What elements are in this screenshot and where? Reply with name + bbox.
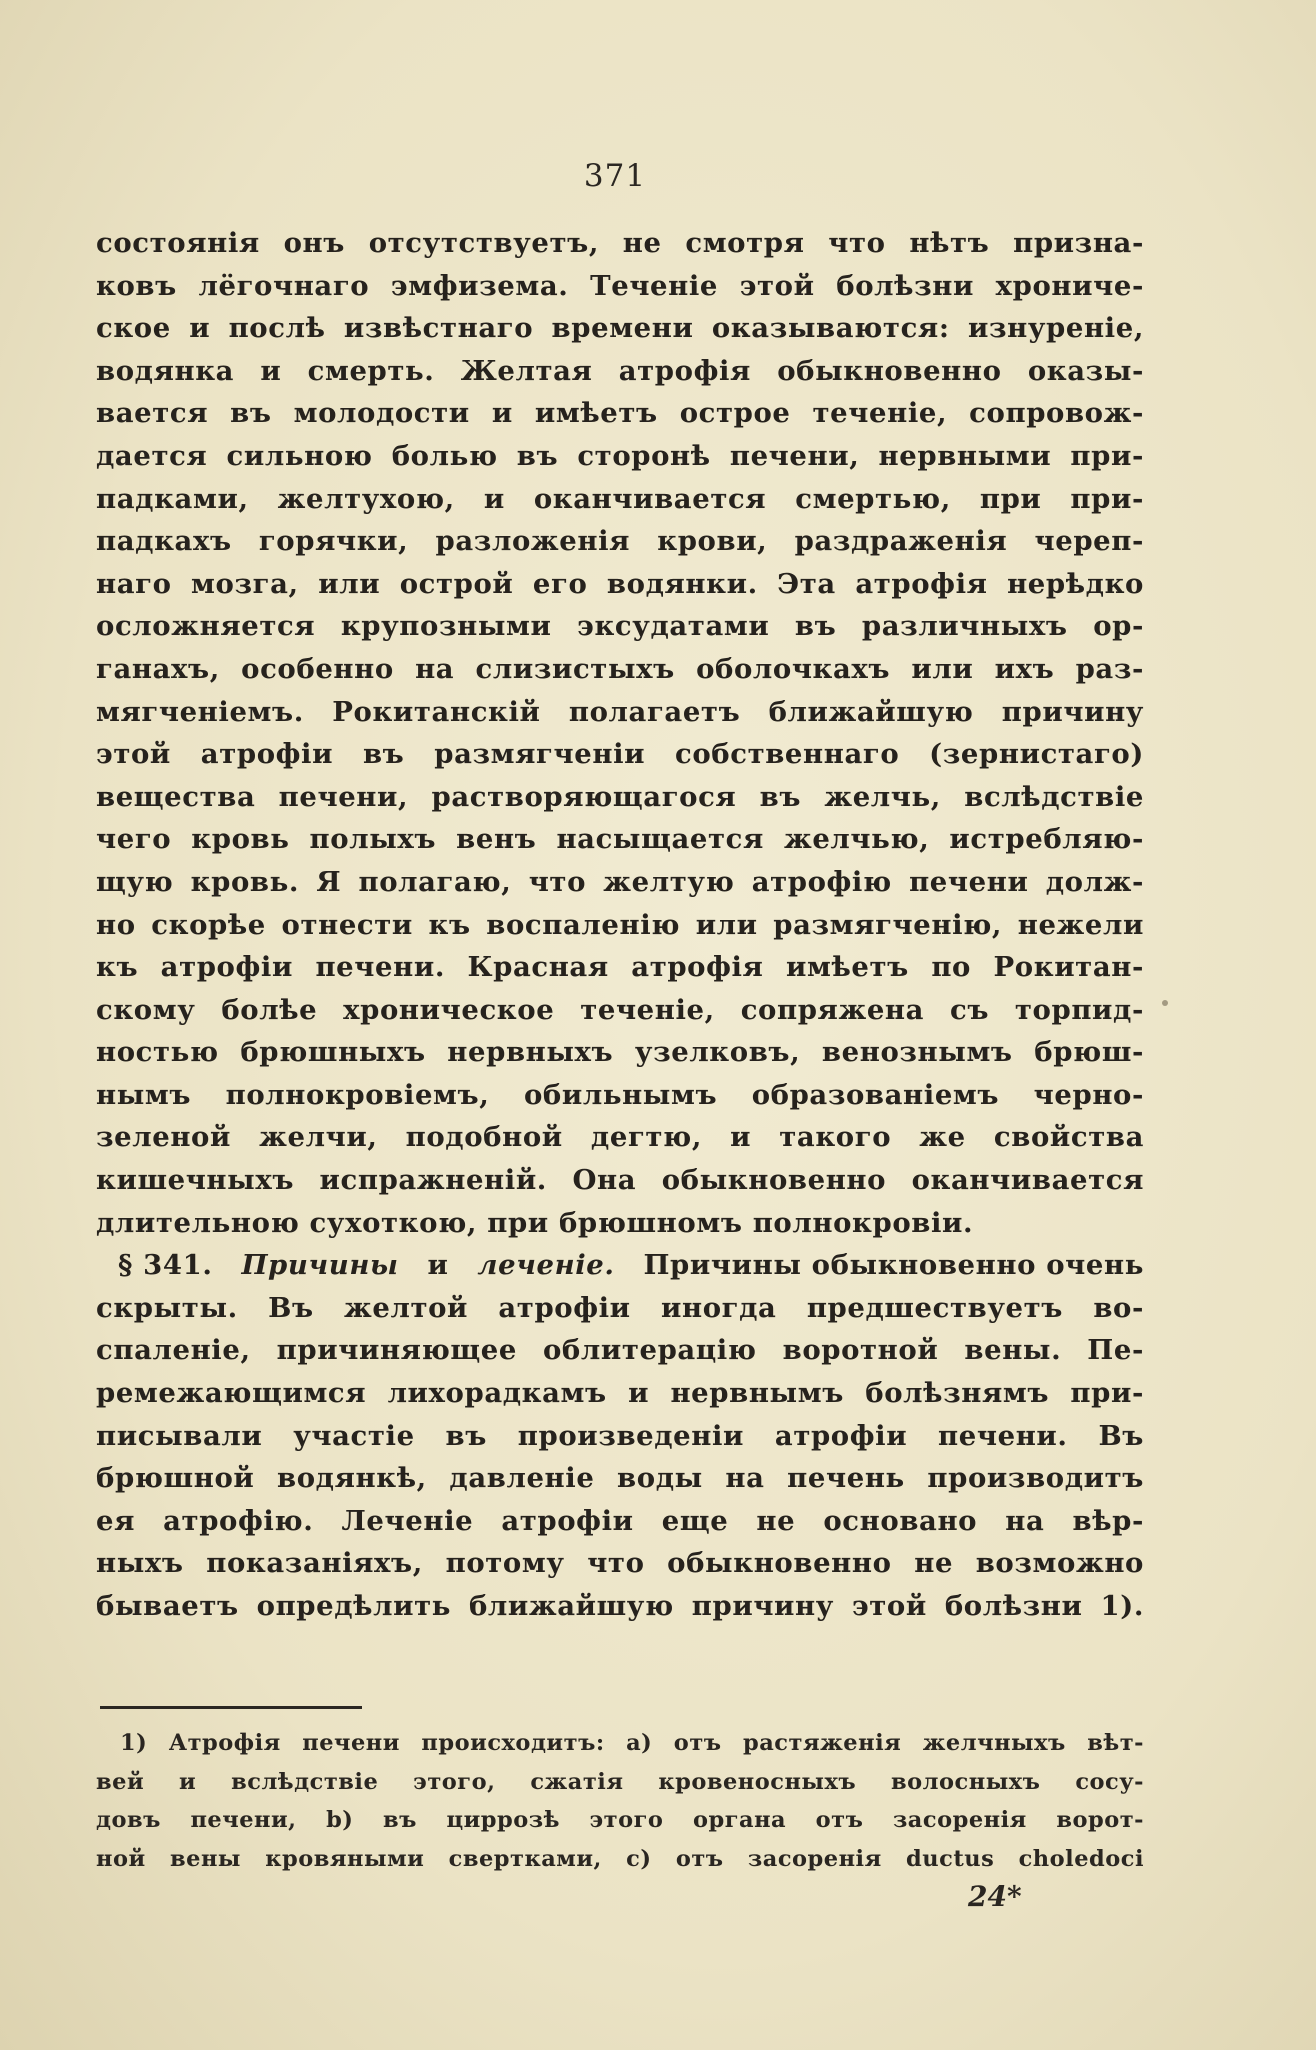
section-heading-conj: и [427, 1249, 449, 1282]
text-line: зеленой желчи, подобной дегтю, и такого же свойства [96, 1121, 1144, 1154]
footnote-divider [100, 1706, 362, 1709]
section-heading-treatment: леченіе. [477, 1249, 615, 1282]
text-line: осложняется крупозными эксудатами въ различныхъ ор- [96, 610, 1144, 643]
text-line: падкахъ горячки, разложенія крови, раздраженія череп- [96, 525, 1144, 558]
text-line: скому болѣе хроническое теченіе, сопряжена съ торпид- [96, 993, 1144, 1026]
text-line: падками, желтухою, и оканчивается смертью, при при- [96, 482, 1144, 515]
text-line: ганахъ, особенно на слизистыхъ оболочкахъ или ихъ раз- [96, 652, 1144, 685]
text-line: мягченіемъ. Рокитанскій полагаетъ ближайшую причину [96, 695, 1144, 728]
footnote-line: довъ печени, b) въ циррозѣ этого органа отъ засоренія ворот- [96, 1807, 1144, 1833]
text-line: длительною сухоткою, при брюшномъ полнокровіи. [96, 1206, 974, 1239]
text-line: ремежающимся лихорадкамъ и нервнымъ болѣзнямъ при- [96, 1377, 1144, 1410]
text-line: писывали участіе въ произведеніи атрофіи печени. Въ [96, 1419, 1144, 1452]
text-line: спаленіе, причиняющее облитерацію воротной вены. Пе- [96, 1334, 1144, 1367]
section-heading-causes: Причины [241, 1249, 399, 1282]
text-line: водянка и смерть. Желтая атрофія обыкновенно оказы- [96, 354, 1144, 387]
section-first-line-text: Причины обыкновенно очень [643, 1249, 1144, 1282]
footnote-line: ной вены кровяными свертками, c) отъ засоренія ductus choledoci [96, 1845, 1144, 1872]
footnote [96, 1724, 1144, 1878]
signature-mark: 24* [968, 1880, 1022, 1913]
footnote-line: вей и вслѣдствіе этого, сжатія кровеносныхъ волосныхъ сосу- [96, 1768, 1144, 1795]
text-line: вещества печени, растворяющагося въ желчь, вслѣдствіе [96, 780, 1144, 813]
text-line: наго мозга, или острой его водянки. Эта атрофія нерѣдко [96, 567, 1144, 600]
main-text [96, 222, 1144, 1628]
text-line: бываетъ опредѣлить ближайшую причину этой болѣзни 1). [96, 1590, 1144, 1622]
text-line: нымъ полнокровіемъ, обильнымъ образованіемъ черно- [96, 1078, 1144, 1111]
text-line: ское и послѣ извѣстнаго времени оказываются: изнуреніе, [96, 312, 1144, 345]
text-line: ея атрофію. Леченіе атрофіи еще не основано на вѣр- [96, 1504, 1144, 1537]
text-line: ковъ лёгочнаго эмфизема. Теченіе этой болѣзни хрониче- [96, 269, 1144, 302]
footnote-line: 1) Атрофія печени происходитъ: a) отъ растяженія желчныхъ вѣт- [120, 1730, 1144, 1756]
text-line: брюшной водянкѣ, давленіе воды на печень производитъ [96, 1462, 1144, 1495]
text-line: вается въ молодости и имѣетъ острое теченіе, сопровож- [96, 397, 1144, 430]
section-341-start [96, 1244, 1144, 1287]
text-line: ныхъ показаніяхъ, потому что обыкновенно не возможно [96, 1547, 1144, 1580]
text-line: ностью брюшныхъ нервныхъ узелковъ, венознымъ брюш- [96, 1036, 1144, 1069]
text-line: этой атрофіи въ размягченіи собственнаго (зернистаго) [96, 738, 1144, 771]
paper-speck [1162, 1000, 1168, 1006]
section-number: § 341. [118, 1249, 213, 1282]
text-line: но скорѣе отнести къ воспаленію или размягченію, нежели [96, 908, 1144, 941]
text-line: скрыты. Въ желтой атрофіи иногда предшествуетъ во- [96, 1291, 1144, 1324]
text-line: щую кровь. Я полагаю, что желтую атрофію печени долж- [96, 865, 1144, 898]
text-line: состоянія онъ отсутствуетъ, не смотря что нѣтъ призна- [96, 227, 1144, 259]
text-line: къ атрофіи печени. Красная атрофія имѣетъ по Рокитан- [96, 951, 1144, 984]
text-line: дается сильною болью въ сторонѣ печени, нервными при- [96, 439, 1144, 472]
page-number: 371 [583, 158, 647, 194]
text-line: чего кровь полыхъ венъ насыщается желчью, истребляю- [96, 823, 1144, 856]
text-line: кишечныхъ испражненій. Она обыкновенно оканчивается [96, 1164, 1144, 1197]
